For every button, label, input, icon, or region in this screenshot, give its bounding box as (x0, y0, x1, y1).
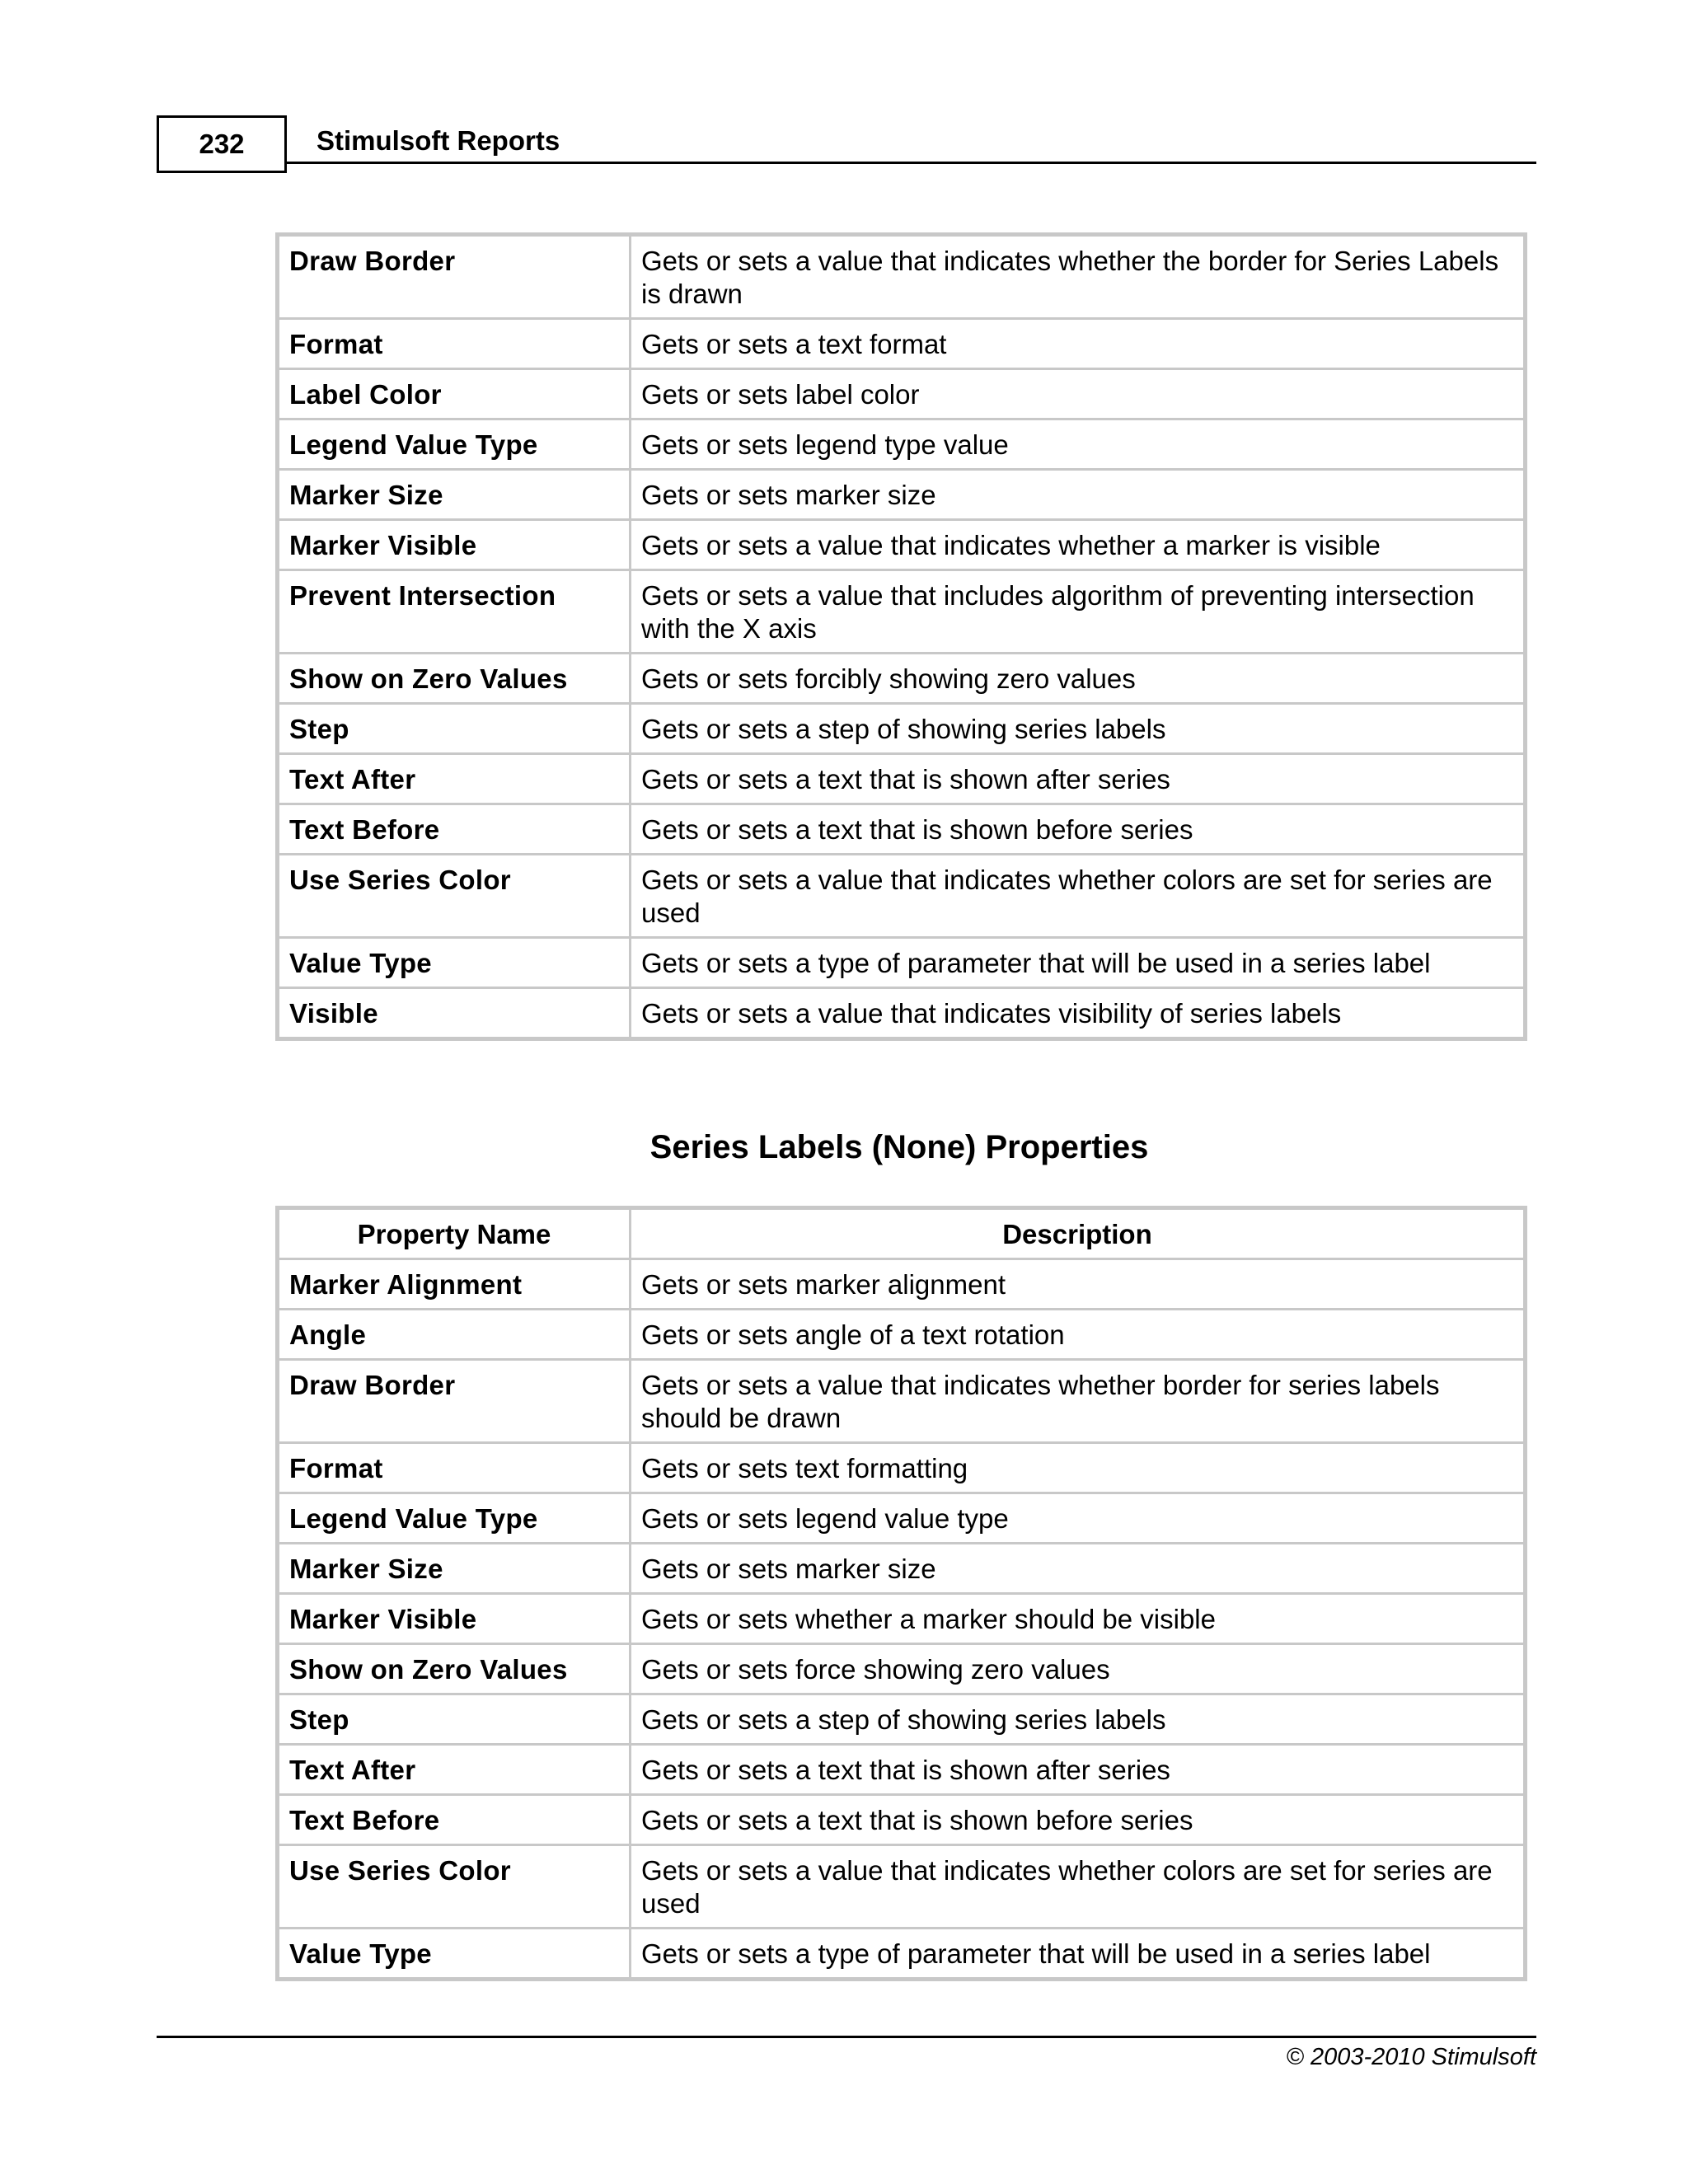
table-row (278, 520, 1526, 570)
property-description: Gets or sets a step of showing series labels (631, 704, 1526, 754)
section-title: Series Labels (None) Properties (649, 1129, 1149, 1165)
property-name: Format (278, 1443, 631, 1493)
property-name: Show on Zero Values (278, 1644, 631, 1694)
property-description: Gets or sets a value that indicates whether a marker is visible (631, 520, 1526, 570)
table-row (278, 1360, 1526, 1443)
property-description: Gets or sets marker alignment (631, 1259, 1526, 1310)
property-name: Visible (278, 988, 631, 1039)
property-description: Gets or sets a type of parameter that will be used in a series label (631, 1929, 1526, 1980)
table-row (278, 1544, 1526, 1594)
footer-rule (157, 2036, 1536, 2038)
property-name: Draw Border (278, 235, 631, 319)
header-rule (287, 162, 1536, 164)
property-name: Step (278, 704, 631, 754)
property-description: Gets or sets a value that indicates visibility of series labels (631, 988, 1526, 1039)
property-description: Gets or sets a type of parameter that will be used in a series label (631, 938, 1526, 988)
property-description: Gets or sets text formatting (631, 1443, 1526, 1493)
footer-copyright: © 2003-2010 Stimulsoft (1286, 2044, 1536, 2070)
property-name: Text Before (278, 1795, 631, 1845)
property-description: Gets or sets a text that is shown after series (631, 1745, 1526, 1795)
property-description: Gets or sets a text that is shown after series (631, 754, 1526, 804)
column-header-property-name: Property Name (278, 1208, 631, 1259)
property-name: Use Series Color (278, 855, 631, 938)
properties-table-1 (275, 232, 1527, 1041)
table-row (278, 1259, 1526, 1310)
property-description: Gets or sets legend value type (631, 1493, 1526, 1544)
property-description: Gets or sets a text format (631, 319, 1526, 369)
table-row (278, 1310, 1526, 1360)
table-row (278, 1644, 1526, 1694)
header-title: Stimulsoft Reports (316, 125, 560, 156)
table-row (278, 1929, 1526, 1980)
table-row (278, 470, 1526, 520)
property-description: Gets or sets a value that indicates whether colors are set for series are used (631, 1845, 1526, 1929)
table-row (278, 1795, 1526, 1845)
property-description: Gets or sets a value that indicates whether the border for Series Labels is drawn (631, 235, 1526, 319)
table-row (278, 570, 1526, 654)
table-row (278, 855, 1526, 938)
property-description: Gets or sets a value that includes algorithm of preventing intersection with the X axis (631, 570, 1526, 654)
property-description: Gets or sets label color (631, 369, 1526, 419)
property-description: Gets or sets a step of showing series labels (631, 1694, 1526, 1745)
property-name: Format (278, 319, 631, 369)
table-row (278, 988, 1526, 1039)
table-row (278, 1443, 1526, 1493)
table-row (278, 704, 1526, 754)
property-description: Gets or sets angle of a text rotation (631, 1310, 1526, 1360)
table-row (278, 419, 1526, 470)
table-row (278, 369, 1526, 419)
property-name: Text Before (278, 804, 631, 855)
property-name: Draw Border (278, 1360, 631, 1443)
property-name: Marker Visible (278, 1594, 631, 1644)
property-name: Marker Alignment (278, 1259, 631, 1310)
property-description: Gets or sets marker size (631, 1544, 1526, 1594)
table-row (278, 1594, 1526, 1644)
table-row (278, 654, 1526, 704)
property-name: Legend Value Type (278, 419, 631, 470)
table-row (278, 938, 1526, 988)
property-description: Gets or sets a value that indicates whether colors are set for series are used (631, 855, 1526, 938)
table-row (278, 1845, 1526, 1929)
table-row (278, 1745, 1526, 1795)
property-description: Gets or sets legend type value (631, 419, 1526, 470)
column-header-description: Description (631, 1208, 1526, 1259)
property-description: Gets or sets a value that indicates whether border for series labels should be drawn (631, 1360, 1526, 1443)
property-name: Use Series Color (278, 1845, 631, 1929)
table-row (278, 754, 1526, 804)
property-name: Text After (278, 1745, 631, 1795)
property-name: Label Color (278, 369, 631, 419)
property-description: Gets or sets a text that is shown before series (631, 1795, 1526, 1845)
page-number: 232 (157, 115, 287, 173)
property-name: Angle (278, 1310, 631, 1360)
property-name: Marker Size (278, 470, 631, 520)
property-name: Step (278, 1694, 631, 1745)
property-name: Prevent Intersection (278, 570, 631, 654)
property-description: Gets or sets whether a marker should be visible (631, 1594, 1526, 1644)
properties-table-2 (275, 1206, 1527, 1981)
table-row (278, 1493, 1526, 1544)
property-name: Value Type (278, 938, 631, 988)
property-name: Marker Visible (278, 520, 631, 570)
property-description: Gets or sets force showing zero values (631, 1644, 1526, 1694)
table-row (278, 1694, 1526, 1745)
table-row (278, 319, 1526, 369)
table-row (278, 804, 1526, 855)
property-description: Gets or sets a text that is shown before series (631, 804, 1526, 855)
table-row (278, 235, 1526, 319)
property-name: Legend Value Type (278, 1493, 631, 1544)
table-header-row (278, 1208, 1526, 1259)
property-name: Marker Size (278, 1544, 631, 1594)
property-name: Show on Zero Values (278, 654, 631, 704)
property-name: Value Type (278, 1929, 631, 1980)
property-description: Gets or sets forcibly showing zero values (631, 654, 1526, 704)
property-description: Gets or sets marker size (631, 470, 1526, 520)
property-name: Text After (278, 754, 631, 804)
